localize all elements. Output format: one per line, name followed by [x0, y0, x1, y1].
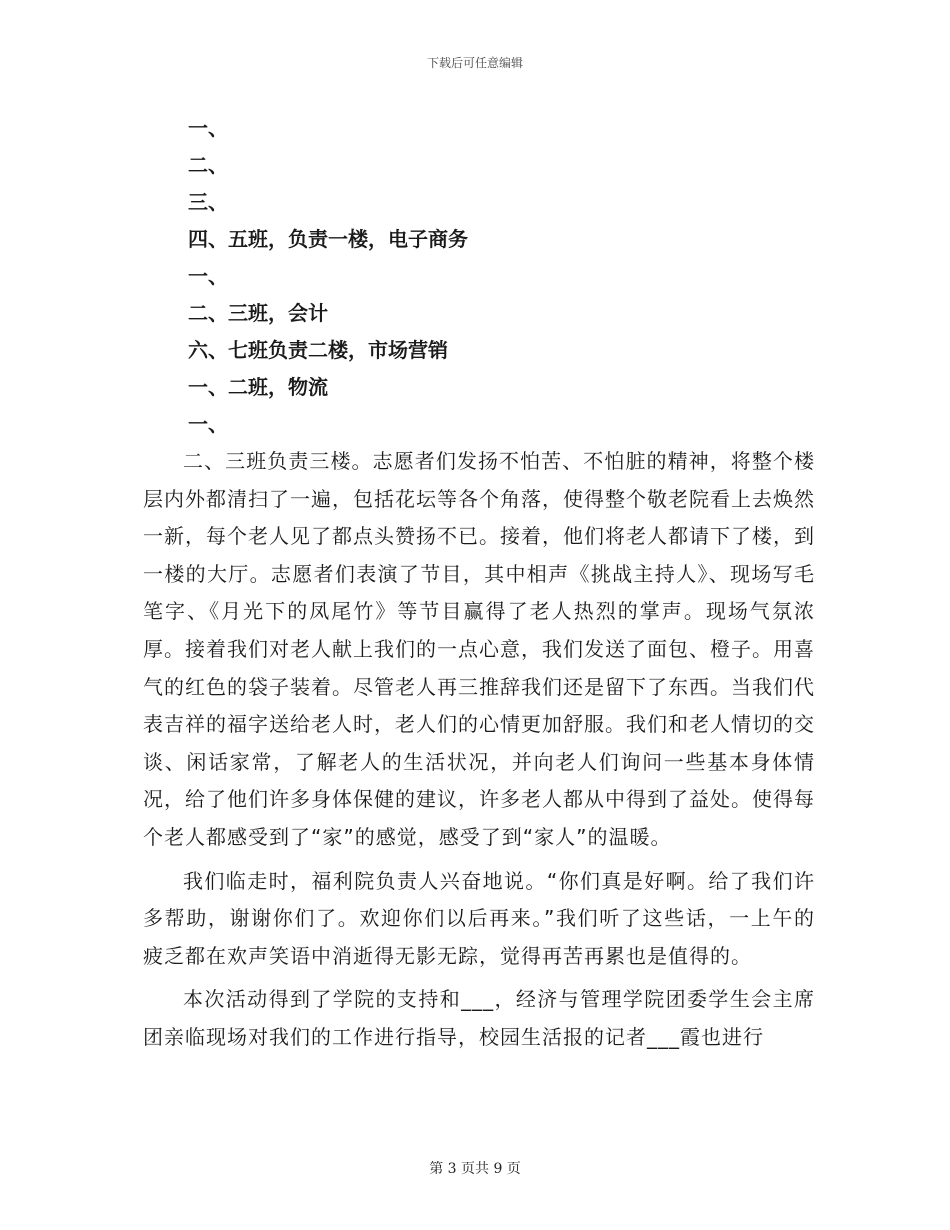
- list-item: 二、: [188, 153, 228, 177]
- document-body: [143, 110, 815, 1057]
- page-header: 下载后可任意编辑: [426, 56, 523, 70]
- list-item: 四、五班，负责一楼，电子商务: [188, 227, 468, 251]
- list-item: 一、二班，物流: [188, 375, 328, 399]
- list-item: 二、三班，会计: [188, 301, 328, 325]
- body-paragraph: 本次活动得到了学院的支持和___，经济与管理学院团委学生会主席团亲临现场对我们的工作进行指导，校园生活报的记者___霞也进行: [143, 987, 815, 1049]
- list-item: 三、: [188, 190, 228, 214]
- list-item: 一、: [188, 116, 228, 140]
- body-paragraph: 二、三班负责三楼。志愿者们发扬不怕苦、不怕脏的精神，将整个楼层内外都清扫了一遍，包括花坛等各个角落，使得整个敬老院看上去焕然一新，每个老人见了都点头赞扬不已。接着，他们将老人都请下了楼，到一楼的大厅。志愿者们表演了节目，其中相声《挑战主持人》、现场写毛笔字、《月光下的凤尾竹》等节目赢得了老人热烈的掌声。现场气氛浓厚。接着我们对老人献上我们的一点心意，我们发送了面包、橙子。用喜气的红色的袋子装着。尽管老人再三推辞我们还是留下了东西。当我们代表吉祥的福字送给老人时，老人们的心情更加舒服。我们和老人情切的交谈、闲话家常，了解老人的生活状况，并向老人们询问一些基本身体情况，给了他们许多身体保健的建议，许多老人都从中得到了益处。使得每个老人都感受到了“家”的感觉，感受了到“家人”的温暖。: [143, 449, 815, 849]
- page-footer: 第 3 页共 9 页: [429, 1161, 521, 1177]
- list-item: 一、: [188, 264, 228, 288]
- body-paragraph: 我们临走时，福利院负责人兴奋地说。“你们真是好啊。给了我们许多帮助，谢谢你们了。欢迎你们以后再来。”我们听了这些话，一上午的疲乏都在欢声笑语中消逝得无影无踪，觉得再苦再累也是值得的。: [143, 868, 815, 968]
- list-item: 一、: [188, 412, 228, 436]
- list-item: 六、七班负责二楼，市场营销: [188, 338, 448, 362]
